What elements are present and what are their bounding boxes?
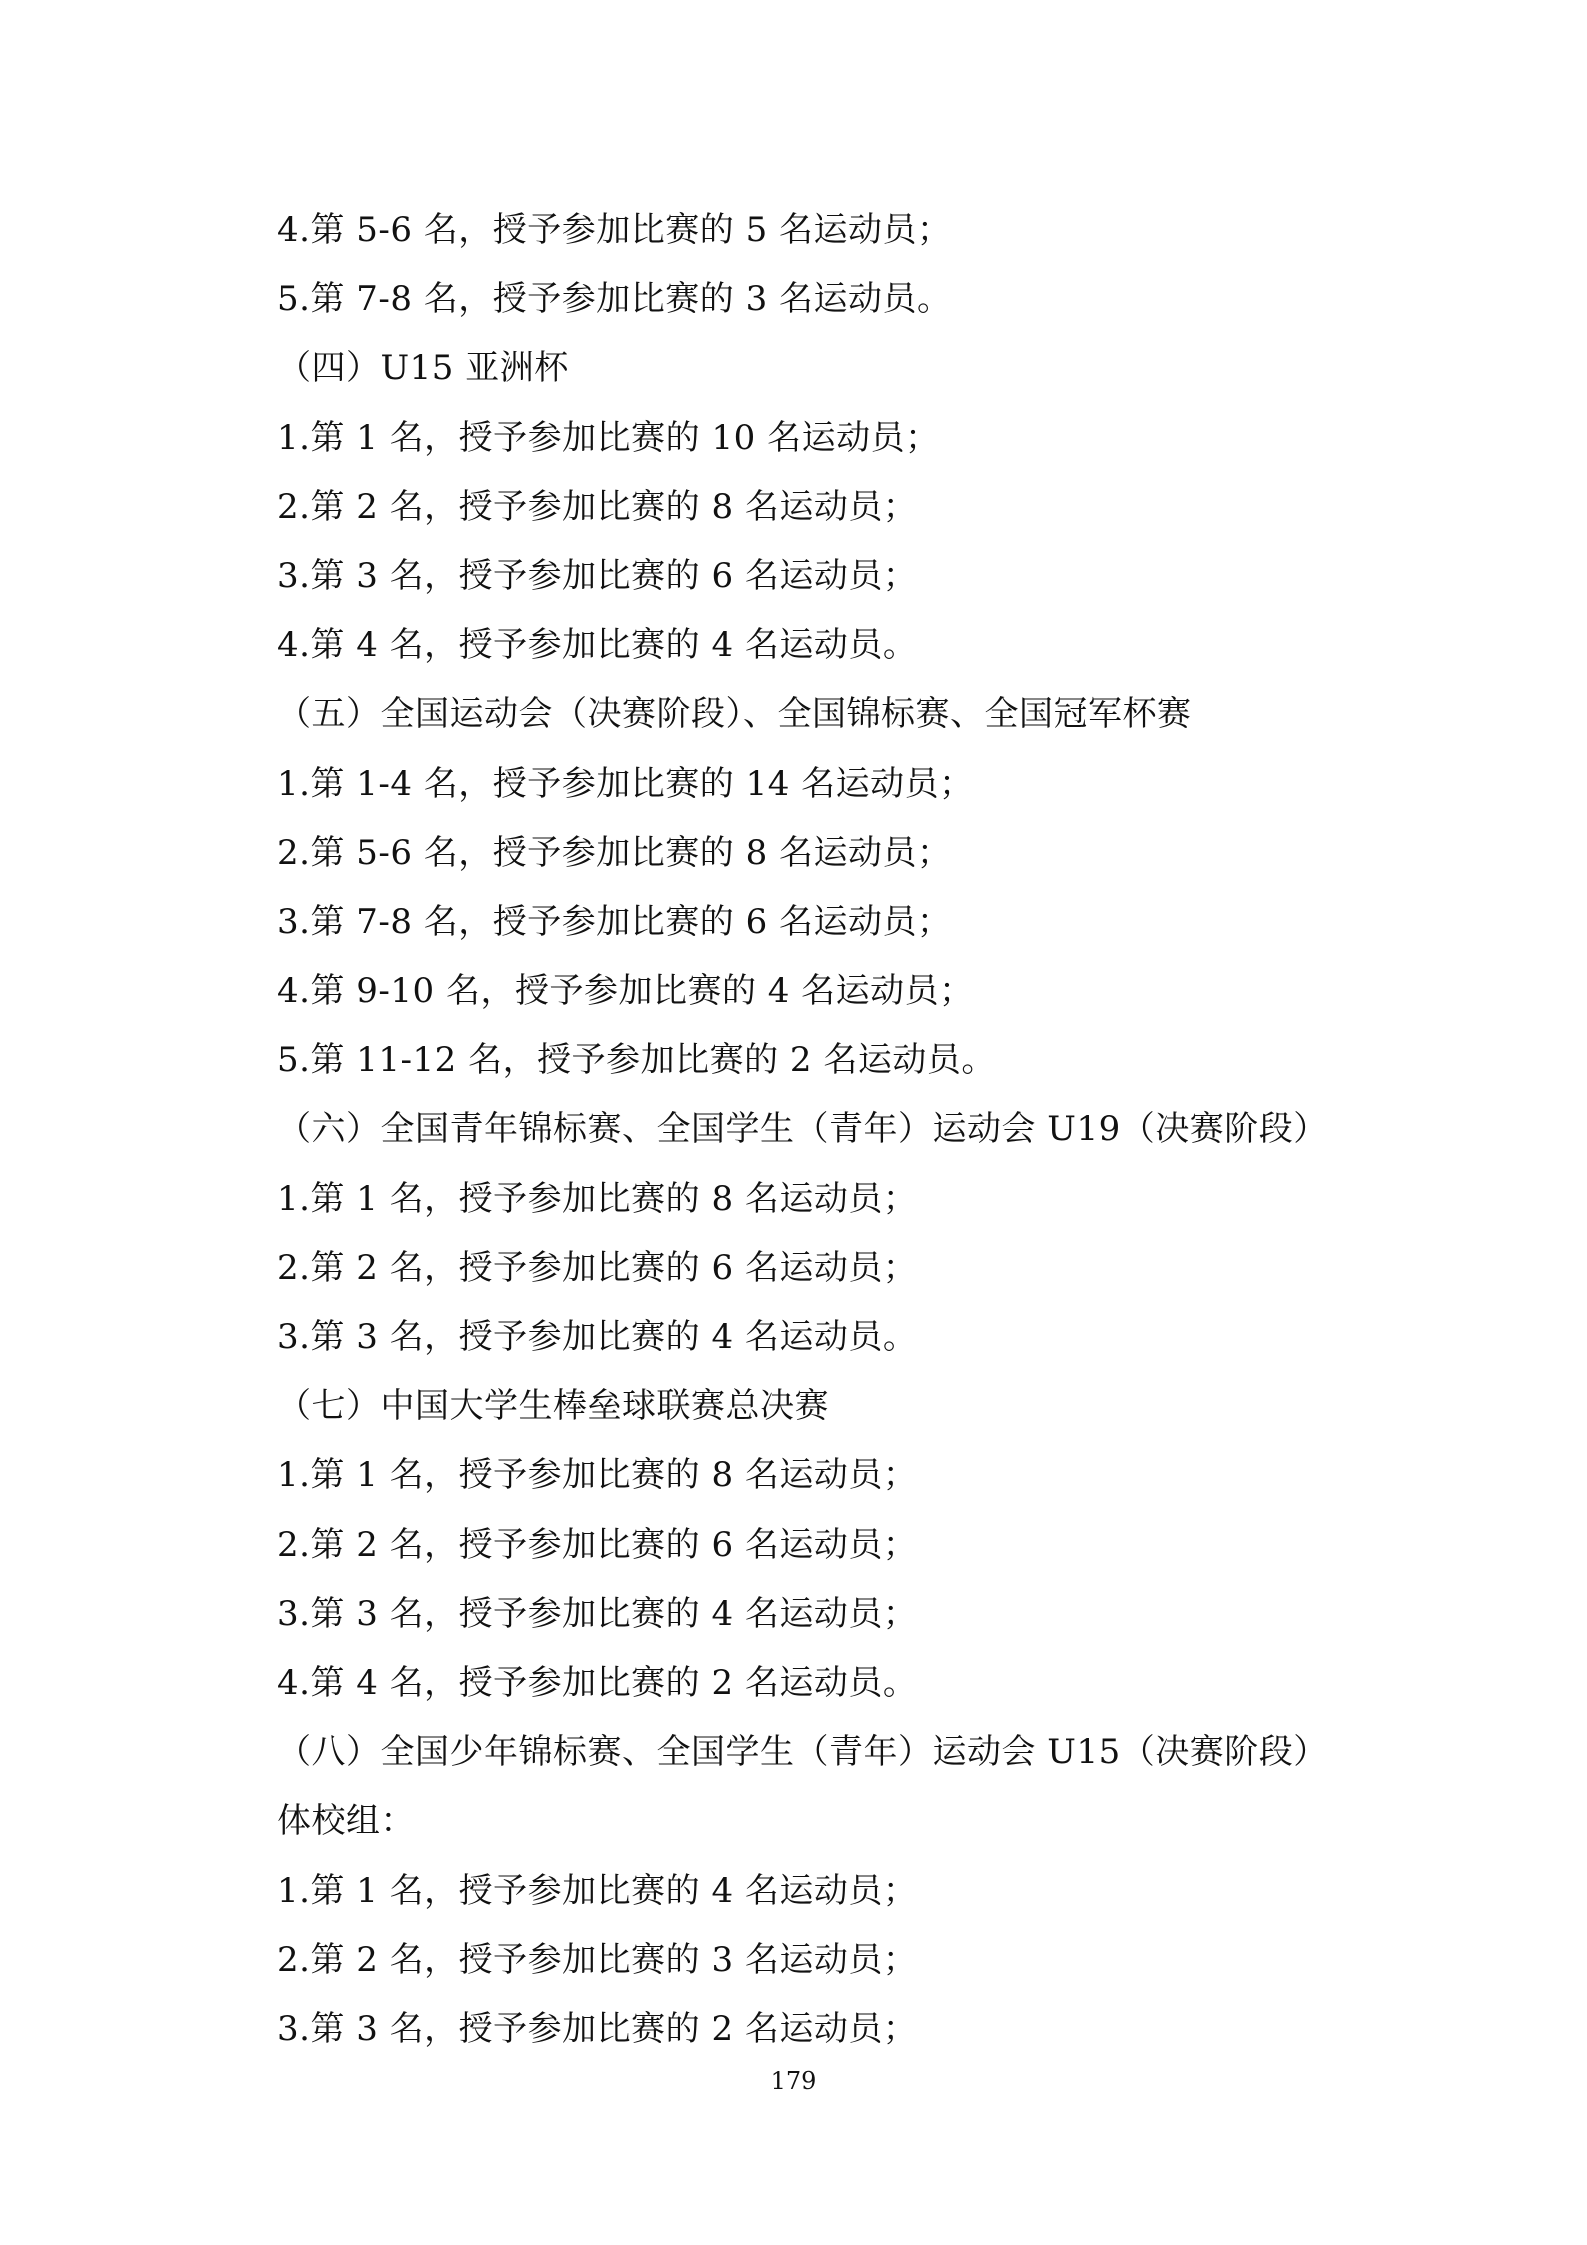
text-line: 2.第 2 名，授予参加比赛的 6 名运动员； bbox=[277, 1524, 918, 1565]
text-line: 3.第 3 名，授予参加比赛的 4 名运动员。 bbox=[277, 1317, 918, 1357]
text-line: 3.第 3 名，授予参加比赛的 4 名运动员； bbox=[277, 1593, 918, 1634]
text-line: 3.第 3 名，授予参加比赛的 2 名运动员； bbox=[277, 2008, 918, 2049]
section-heading: （五）全国运动会（决赛阶段）、全国锦标赛、全国冠军杯赛 bbox=[277, 694, 1192, 735]
page-number: 179 bbox=[770, 2067, 817, 2095]
text-line: 1.第 1 名，授予参加比赛的 8 名运动员； bbox=[277, 1455, 918, 1496]
text-line: 2.第 2 名，授予参加比赛的 3 名运动员； bbox=[277, 1939, 918, 1980]
text-line: 1.第 1 名，授予参加比赛的 8 名运动员； bbox=[277, 1178, 918, 1219]
text-line: 4.第 9-10 名，授予参加比赛的 4 名运动员； bbox=[277, 971, 974, 1012]
document-body bbox=[277, 196, 1417, 2064]
text-line: 2.第 2 名，授予参加比赛的 8 名运动员； bbox=[277, 486, 918, 527]
text-line: 3.第 3 名，授予参加比赛的 6 名运动员； bbox=[277, 555, 918, 596]
text-line: 1.第 1 名，授予参加比赛的 10 名运动员； bbox=[277, 417, 940, 458]
text-line: 1.第 1-4 名，授予参加比赛的 14 名运动员； bbox=[277, 763, 974, 804]
section-heading: （八）全国少年锦标赛、全国学生（青年）运动会 U15（决赛阶段） bbox=[277, 1732, 1328, 1773]
section-heading: （七）中国大学生棒垒球联赛总决赛 bbox=[277, 1386, 829, 1427]
text-line: 2.第 2 名，授予参加比赛的 6 名运动员； bbox=[277, 1247, 918, 1288]
section-heading: （六）全国青年锦标赛、全国学生（青年）运动会 U19（决赛阶段） bbox=[277, 1109, 1328, 1150]
subsection-label: 体校组： bbox=[277, 1801, 415, 1842]
text-line: 4.第 4 名，授予参加比赛的 4 名运动员。 bbox=[277, 625, 918, 666]
text-line: 3.第 7-8 名，授予参加比赛的 6 名运动员； bbox=[277, 901, 952, 942]
text-line: 4.第 4 名，授予参加比赛的 2 名运动员。 bbox=[277, 1662, 918, 1703]
text-line: 4.第 5-6 名，授予参加比赛的 5 名运动员； bbox=[277, 210, 952, 250]
text-line: 1.第 1 名，授予参加比赛的 4 名运动员； bbox=[277, 1870, 918, 1911]
text-line: 5.第 7-8 名，授予参加比赛的 3 名运动员。 bbox=[277, 279, 952, 320]
section-heading: （四）U15 亚洲杯 bbox=[277, 348, 569, 389]
text-line: 2.第 5-6 名，授予参加比赛的 8 名运动员； bbox=[277, 832, 952, 873]
text-line: 5.第 11-12 名，授予参加比赛的 2 名运动员。 bbox=[277, 1040, 996, 1081]
